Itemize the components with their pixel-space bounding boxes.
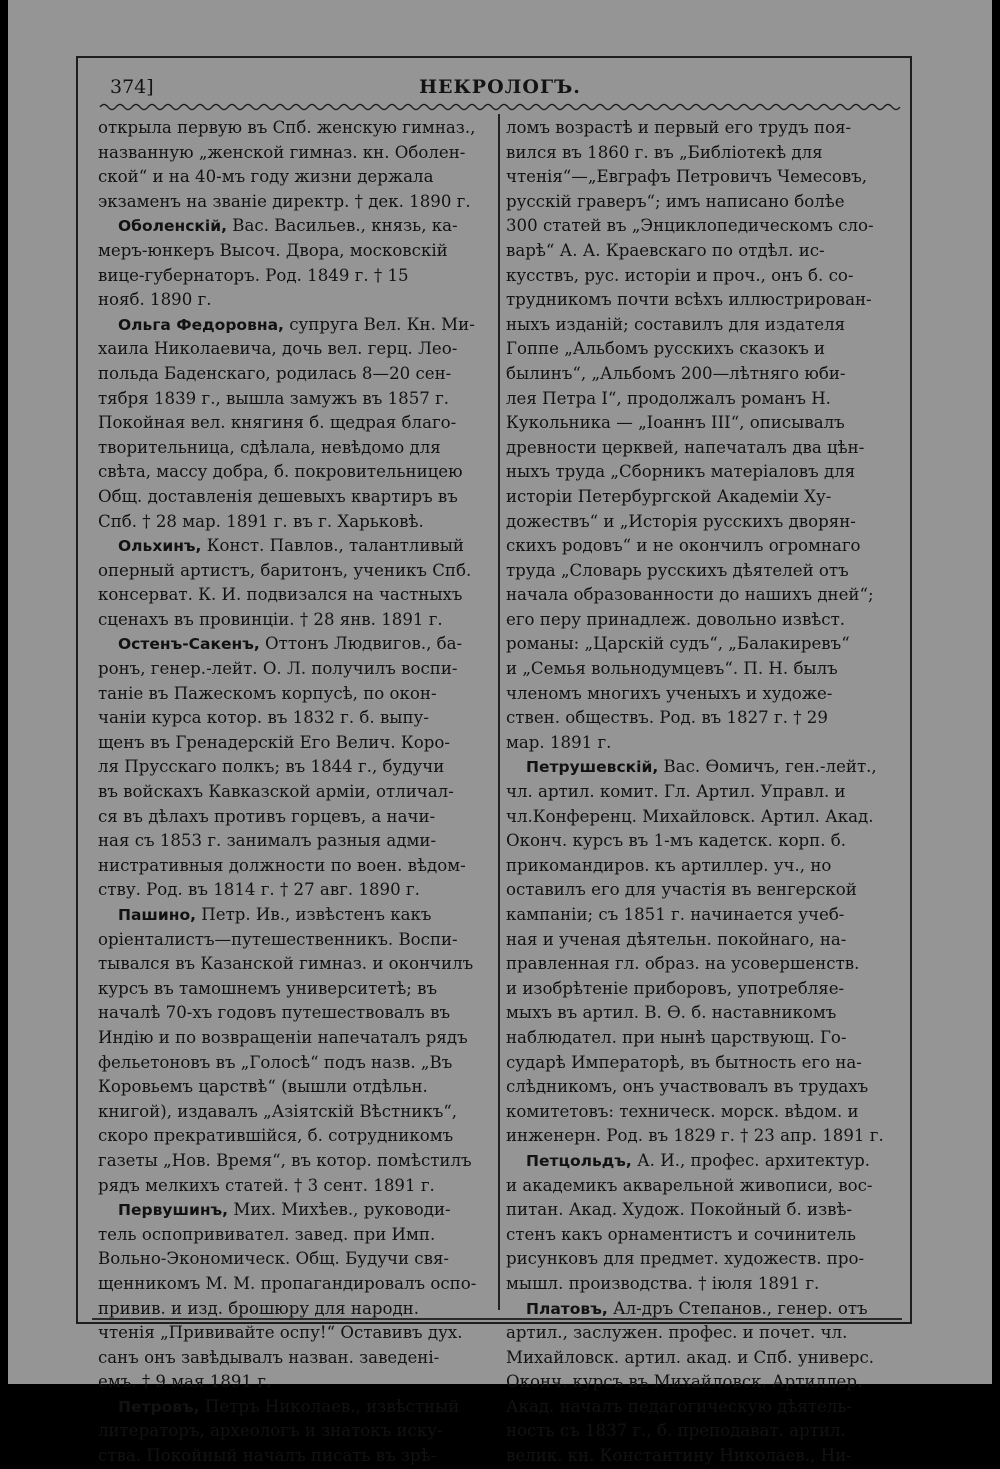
- line-text: Оттонъ Людвигов., ба-: [265, 634, 463, 654]
- line-text: тывался въ Казанской гимназ. и окончилъ: [98, 954, 474, 974]
- line-text: сударѣ Императорѣ, въ бытность его на-: [506, 1052, 862, 1072]
- text-line: [506, 1100, 900, 1125]
- text-line: [506, 190, 900, 215]
- line-text: привив. и изд. брошюру для народн.: [98, 1298, 420, 1318]
- line-text: членомъ многихъ ученыхъ и художе-: [506, 683, 833, 703]
- line-text: ской“ и на 40-мъ году жизни держала: [98, 167, 434, 187]
- line-text: Гоппе „Альбомъ русскихъ сказокъ и: [506, 339, 826, 359]
- line-text: рисунковъ для предмет. художеств. про-: [506, 1249, 865, 1269]
- text-line: [506, 706, 900, 731]
- entry-name: Оболенскій,: [118, 217, 227, 236]
- text-line: [506, 583, 900, 608]
- line-text: чаніи курса котор. въ 1832 г. б. выпу-: [98, 708, 429, 728]
- line-text: книгой), издавалъ „Азіятскій Вѣстникъ“,: [98, 1101, 458, 1121]
- page-number: 374]: [110, 76, 154, 98]
- line-text: щенникомъ М. М. пропагандировалъ оспо-: [98, 1273, 477, 1293]
- page-header: [110, 72, 890, 102]
- line-text: свѣта, массу добра, б. покровительницею: [98, 462, 463, 482]
- text-line: [506, 534, 900, 559]
- line-text: и „Семья вольнодумцевъ“. П. Н. былъ: [506, 659, 838, 679]
- text-line: [506, 436, 900, 461]
- line-text: велик. кн. Константину Николаев., Ни-: [506, 1446, 852, 1466]
- line-text: оставилъ его для участія въ венгерской: [506, 880, 857, 900]
- line-text: консерват. К. И. подвизался на частныхъ: [98, 585, 463, 605]
- line-text: чл. артил. комит. Гл. Артил. Управл. и: [506, 782, 846, 802]
- line-text: ныхъ изданій; составилъ для издателя: [506, 314, 846, 334]
- text-line: [506, 903, 900, 928]
- text-line: [506, 1370, 900, 1395]
- text-line: [98, 1247, 492, 1272]
- entry-name: Петцольдъ,: [526, 1151, 632, 1170]
- text-line: [506, 362, 900, 387]
- text-line: [98, 288, 492, 313]
- line-text: Коровьемъ царствѣ“ (вышли отдѣльн.: [98, 1077, 428, 1097]
- text-line: [506, 1321, 900, 1346]
- line-text: А. И., профес. архитектур.: [637, 1150, 870, 1170]
- right-column: [506, 116, 900, 1466]
- line-text: нистративныя должности по воен. вѣдом-: [98, 855, 466, 875]
- line-text: стенъ какъ орнаментистъ и сочинитель: [506, 1224, 856, 1244]
- line-text: дожествъ“ и „Исторія русскихъ дворян-: [506, 511, 856, 531]
- line-text: лея Петра І“, продолжалъ романъ Н.: [506, 388, 831, 408]
- text-line: [98, 1051, 492, 1076]
- text-line: [98, 1346, 492, 1371]
- text-line: [506, 116, 900, 141]
- line-text: нояб. 1890 г.: [98, 290, 212, 310]
- text-line: [506, 1444, 900, 1469]
- line-text: Общ. доставленія дешевыхъ квартиръ въ: [98, 486, 458, 506]
- line-text: оріенталистъ—путешественникъ. Воспи-: [98, 929, 458, 949]
- line-text: мар. 1891 г.: [506, 732, 612, 752]
- text-line: [98, 1395, 492, 1420]
- text-line: [98, 190, 492, 215]
- line-text: кампаніи; съ 1851 г. начинается учеб-: [506, 905, 845, 924]
- line-text: открыла первую въ Спб. женскую гимназ.,: [98, 118, 476, 137]
- text-line: [506, 854, 900, 879]
- text-line: [506, 288, 900, 313]
- line-text: и изобрѣтеніе приборовъ, употребляе-: [506, 978, 845, 998]
- text-line: [98, 608, 492, 633]
- text-line: [98, 460, 492, 485]
- text-line: [98, 1370, 492, 1395]
- text-line: [506, 214, 900, 239]
- entry-name: Петрушевскій,: [526, 758, 659, 777]
- text-line: [98, 657, 492, 682]
- text-line: [98, 387, 492, 412]
- text-line: [506, 264, 900, 289]
- line-text: варѣ“ А. А. Краевскаго по отдѣл. ис-: [506, 240, 825, 260]
- text-line: [506, 1124, 900, 1149]
- text-line: [506, 1272, 900, 1297]
- text-line: [98, 878, 492, 903]
- left-column: [98, 116, 492, 1466]
- text-line: [98, 854, 492, 879]
- line-text: Вас. Ѳомичъ, ген.-лейт.,: [663, 757, 877, 777]
- line-text: чтенія „Прививайте оспу!“ Оставивъ дух.: [98, 1323, 463, 1343]
- text-line: [506, 165, 900, 190]
- line-text: емъ. † 9 мая 1891 г.: [98, 1372, 272, 1392]
- line-text: фельетоновъ въ „Голосѣ“ подъ назв. „Въ: [98, 1052, 453, 1072]
- line-text: слѣдникомъ, онъ участвовалъ въ трудахъ: [506, 1077, 869, 1097]
- line-text: кусствъ, рус. исторіи и проч., онъ б. со-: [506, 265, 854, 285]
- line-text: наблюдател. при нынѣ царствующ. Го-: [506, 1027, 847, 1047]
- text-line: [98, 165, 492, 190]
- line-text: трудникомъ почти всѣхъ иллюстрирован-: [506, 290, 872, 310]
- line-text: Акад. началъ педагогическую дѣятель-: [506, 1396, 853, 1416]
- bottom-rule: [92, 1318, 902, 1320]
- text-line: [98, 1444, 492, 1469]
- text-line: [98, 264, 492, 289]
- line-text: Вольно-Экономическ. Общ. Будучи свя-: [98, 1249, 450, 1269]
- line-text: хаила Николаевича, дочь вел. герц. Лео-: [98, 339, 458, 359]
- text-line: [506, 977, 900, 1002]
- line-text: былинъ“, „Альбомъ 200—лѣтняго юби-: [506, 363, 846, 383]
- text-line: [506, 1346, 900, 1371]
- line-text: мыхъ въ артил. В. Ѳ. б. наставникомъ: [506, 1003, 837, 1023]
- line-text: польда Баденскаго, родилась 8—20 сен-: [98, 363, 452, 383]
- text-line: [506, 1223, 900, 1248]
- line-text: экзаменъ на званіе директр. † дек. 1890 г.: [98, 191, 471, 211]
- text-line: [98, 141, 492, 166]
- text-line: [98, 1026, 492, 1051]
- column-divider: [498, 114, 500, 1310]
- text-line: [98, 952, 492, 977]
- text-line: [506, 559, 900, 584]
- text-line: [506, 1419, 900, 1444]
- text-line: [506, 1149, 900, 1174]
- text-line: [98, 805, 492, 830]
- line-text: Петръ Николаев., извѣстный: [204, 1396, 460, 1416]
- text-line: [506, 1051, 900, 1076]
- text-line: [98, 214, 492, 239]
- line-text: ствен. обществъ. Род. въ 1827 г. † 29: [506, 708, 828, 728]
- text-line: [506, 608, 900, 633]
- header-wavy-rule: [100, 102, 900, 112]
- line-text: литераторъ, археологъ и знатокъ иску-: [98, 1421, 443, 1441]
- text-line: [506, 682, 900, 707]
- text-line: [98, 903, 492, 928]
- text-line: [98, 1149, 492, 1174]
- line-text: ства. Покойный началъ писать въ зрѣ-: [98, 1446, 437, 1466]
- text-line: [506, 952, 900, 977]
- text-line: [98, 1001, 492, 1026]
- line-text: супруга Вел. Кн. Ми-: [289, 314, 475, 334]
- text-line: [506, 141, 900, 166]
- text-line: [98, 313, 492, 338]
- line-text: скоро прекратившійся, б. сотрудникомъ: [98, 1126, 454, 1146]
- line-text: Ал-дръ Степанов., генер. отъ: [613, 1298, 868, 1318]
- line-text: мышл. производства. † іюля 1891 г.: [506, 1273, 820, 1293]
- line-text: Михайловск. артил. акад. и Спб. универс.: [506, 1347, 875, 1367]
- entry-name: Первушинъ,: [118, 1201, 229, 1220]
- line-text: рядъ мелкихъ статей. † 3 сент. 1891 г.: [98, 1175, 435, 1195]
- line-text: Спб. † 28 мар. 1891 г. въ г. Харьковѣ.: [98, 511, 424, 531]
- line-text: артил., заслужен. профес. и почет. чл.: [506, 1323, 848, 1343]
- text-line: [506, 460, 900, 485]
- text-line: [98, 485, 492, 510]
- line-text: его перу принадлеж. довольно извѣст.: [506, 609, 846, 629]
- text-line: [98, 780, 492, 805]
- text-line: [506, 805, 900, 830]
- line-text: сценахъ въ провинціи. † 28 янв. 1891 г.: [98, 609, 443, 629]
- text-line: [506, 1075, 900, 1100]
- text-line: [506, 239, 900, 264]
- line-text: ломъ возрастѣ и первый его трудъ поя-: [506, 118, 852, 137]
- line-text: ству. Род. въ 1814 г. † 27 авг. 1890 г.: [98, 880, 420, 900]
- line-text: ная и ученая дѣятельн. покойнаго, на-: [506, 929, 847, 949]
- text-line: [98, 1174, 492, 1199]
- text-line: [506, 1198, 900, 1223]
- text-line: [506, 510, 900, 535]
- text-line: [506, 1247, 900, 1272]
- entry-name: Ольга Федоровна,: [118, 315, 284, 334]
- text-line: [506, 632, 900, 657]
- line-text: начала образованности до нашихъ дней“;: [506, 585, 874, 605]
- line-text: русскій граверъ“; имъ написано болѣе: [506, 191, 845, 211]
- line-text: ся въ дѣлахъ противъ горцевъ, а начи-: [98, 806, 436, 826]
- line-text: творительница, сдѣлала, невѣдомо для: [98, 437, 441, 457]
- line-text: Мих. Михѣев., руководи-: [233, 1200, 451, 1220]
- text-line: [506, 755, 900, 780]
- text-line: [98, 755, 492, 780]
- line-text: Оконч. курсъ въ Михайловск. Артиллер.: [506, 1372, 863, 1392]
- line-text: романы: „Царскій судъ“, „Балакиревъ“: [506, 634, 850, 654]
- text-line: [506, 411, 900, 436]
- line-text: Вас. Васильев., князь, ка-: [232, 216, 458, 236]
- text-line: [98, 706, 492, 731]
- text-line: [506, 387, 900, 412]
- entry-name: Остенъ-Сакенъ,: [118, 635, 260, 654]
- text-line: [506, 337, 900, 362]
- text-line: [98, 682, 492, 707]
- line-text: началѣ 70-хъ годовъ путешествовалъ въ: [98, 1003, 451, 1023]
- line-text: меръ-юнкеръ Высоч. Двора, московскій: [98, 240, 448, 260]
- line-text: оперный артистъ, баритонъ, ученикъ Спб.: [98, 560, 472, 580]
- text-line: [506, 313, 900, 338]
- line-text: скихъ родовъ“ и не окончилъ огромнаго: [506, 536, 861, 556]
- entry-name: Петровъ,: [118, 1397, 200, 1416]
- text-line: [506, 485, 900, 510]
- text-line: [98, 928, 492, 953]
- line-text: древности церквей, напечаталъ два цѣн-: [506, 437, 865, 457]
- text-line: [98, 1419, 492, 1444]
- line-text: прикомандиров. къ артиллер. уч., но: [506, 855, 832, 875]
- line-text: названную „женской гимназ. кн. Оболен-: [98, 142, 466, 162]
- line-text: Оконч. курсъ въ 1-мъ кадетск. корп. б.: [506, 831, 847, 851]
- text-line: [506, 780, 900, 805]
- line-text: курсъ въ тамошнемъ университетѣ; въ: [98, 978, 438, 998]
- line-text: въ войскахъ Кавказской арміи, отличал-: [98, 782, 454, 802]
- text-line: [98, 337, 492, 362]
- line-text: Конст. Павлов., талантливый: [206, 536, 464, 556]
- text-line: [506, 928, 900, 953]
- text-line: [506, 1001, 900, 1026]
- text-line: [98, 362, 492, 387]
- line-text: Петр. Ив., извѣстенъ какъ: [201, 905, 432, 924]
- text-line: [506, 1174, 900, 1199]
- line-text: комитетовъ: техническ. морск. вѣдом. и: [506, 1101, 859, 1121]
- line-text: санъ онъ завѣдывалъ назван. заведені-: [98, 1347, 440, 1367]
- text-line: [98, 1100, 492, 1125]
- line-text: таніе въ Пажескомъ корпусѣ, по окон-: [98, 683, 437, 703]
- line-text: Покойная вел. княгиня б. щедрая благо-: [98, 413, 457, 433]
- text-line: [98, 1321, 492, 1346]
- text-line: [506, 829, 900, 854]
- line-text: ныхъ труда „Сборникъ матеріаловъ для: [506, 462, 856, 482]
- text-line: [506, 731, 900, 756]
- line-text: газеты „Нов. Время“, въ котор. помѣстилъ: [98, 1150, 472, 1170]
- line-text: щенъ въ Гренадерскій Его Велич. Коро-: [98, 732, 450, 752]
- text-line: [506, 1395, 900, 1420]
- line-text: ронъ, генер.-лейт. О. Л. получилъ воспи-: [98, 659, 458, 679]
- line-text: инженерн. Род. въ 1829 г. † 23 апр. 1891 г.: [506, 1126, 884, 1146]
- text-line: [98, 411, 492, 436]
- line-text: исторіи Петербургской Академіи Ху-: [506, 486, 832, 506]
- text-line: [98, 534, 492, 559]
- line-text: вице-губернаторъ. Род. 1849 г. † 15: [98, 265, 409, 285]
- text-line: [98, 1124, 492, 1149]
- line-text: правленная гл. образ. на усовершенств.: [506, 954, 860, 974]
- text-line: [98, 510, 492, 535]
- text-line: [98, 559, 492, 584]
- line-text: тель оспопрививател. завед. при Имп.: [98, 1224, 436, 1244]
- line-text: Индію и по возвращеніи напечаталъ рядъ: [98, 1027, 468, 1047]
- text-line: [506, 1026, 900, 1051]
- text-line: [98, 829, 492, 854]
- text-line: [98, 1198, 492, 1223]
- line-text: вился въ 1860 г. въ „Библіотекѣ для: [506, 142, 823, 162]
- line-text: Кукольника — „Іоаннъ III“, описывалъ: [506, 413, 845, 433]
- text-line: [98, 436, 492, 461]
- text-line: [506, 878, 900, 903]
- line-text: чл.Конференц. Михайловск. Артил. Акад.: [506, 806, 874, 826]
- line-text: тября 1839 г., вышла замужъ въ 1857 г.: [98, 388, 450, 408]
- text-line: [98, 632, 492, 657]
- text-line: [98, 731, 492, 756]
- text-line: [98, 1075, 492, 1100]
- text-line: [98, 239, 492, 264]
- line-text: ная съ 1853 г. занималъ разныя адми-: [98, 831, 437, 851]
- text-line: [98, 1223, 492, 1248]
- line-text: питан. Акад. Худож. Покойный б. извѣ-: [506, 1200, 853, 1220]
- entry-name: Пашино,: [118, 906, 196, 924]
- line-text: ность съ 1837 г., б. преподават. артил.: [506, 1421, 846, 1441]
- running-title: НЕКРОЛОГЪ.: [419, 76, 581, 98]
- text-line: [98, 583, 492, 608]
- text-line: [98, 977, 492, 1002]
- line-text: 300 статей въ „Энциклопедическомъ сло-: [506, 216, 874, 236]
- line-text: ля Прусскаго полкъ; въ 1844 г., будучи: [98, 757, 445, 777]
- line-text: чтенія“—„Евграфъ Петровичъ Чемесовъ,: [506, 167, 868, 187]
- entry-name: Ольхинъ,: [118, 537, 202, 556]
- line-text: труда „Словарь русскихъ дѣятелей отъ: [506, 560, 849, 580]
- entry-name: Платовъ,: [526, 1299, 608, 1318]
- line-text: и академикъ акварельной живописи, вос-: [506, 1175, 873, 1195]
- text-line: [506, 657, 900, 682]
- text-line: [98, 116, 492, 141]
- text-line: [98, 1272, 492, 1297]
